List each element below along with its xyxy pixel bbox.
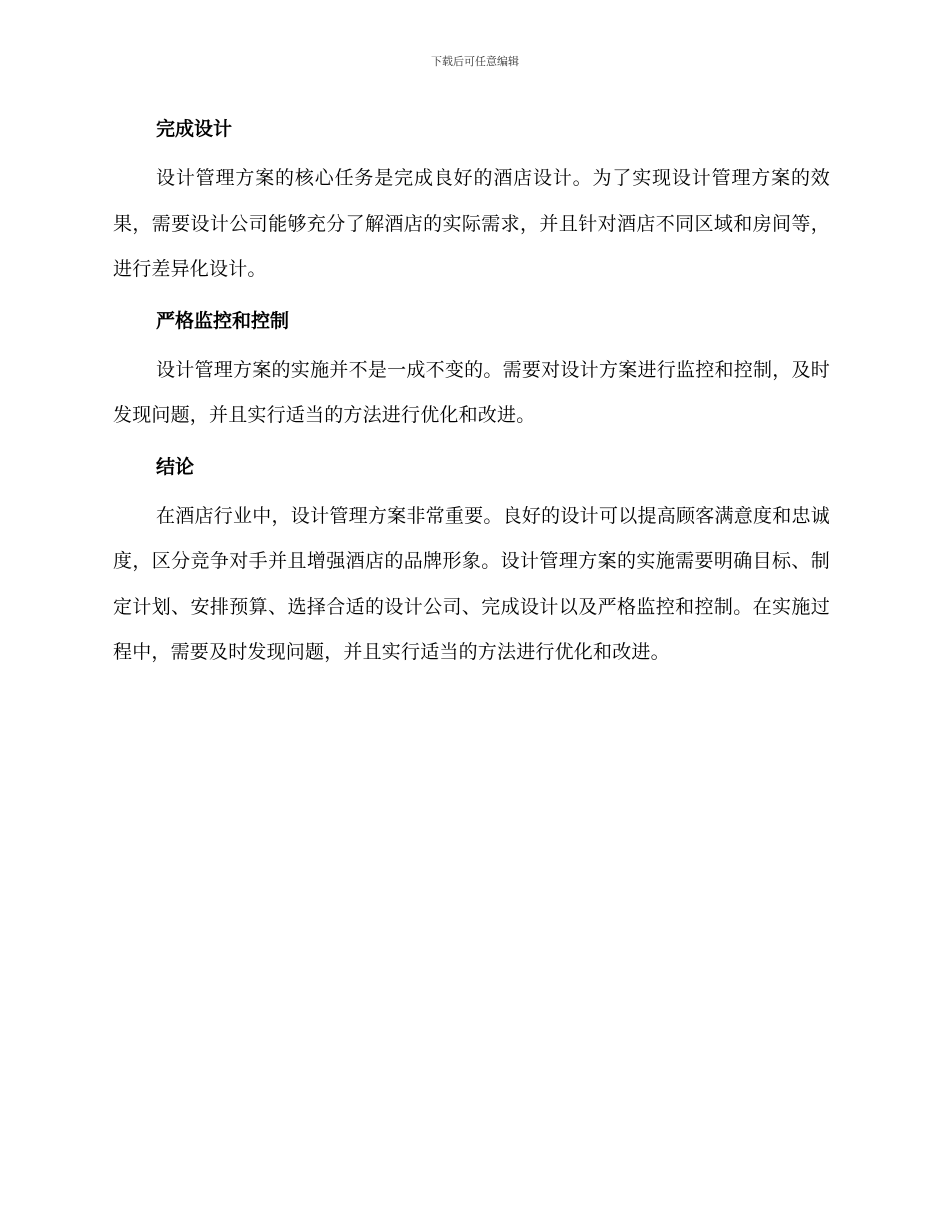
document-body (113, 110, 830, 685)
section-heading-monitoring-control: 严格监控和控制 (156, 309, 290, 332)
section-paragraph-monitoring-control: 设计管理方案的实施并不是一成不变的。需要对设计方案进行监控和控制，及时发现问题，并且实行适当的方法进行优化和改进。 (113, 358, 830, 426)
section-heading-conclusion: 结论 (156, 455, 195, 478)
section-heading-complete-design: 完成设计 (156, 118, 233, 140)
page-header-note: 下载后可任意编辑 (431, 55, 519, 68)
section-paragraph-complete-design: 设计管理方案的核心任务是完成良好的酒店设计。为了实现设计管理方案的效果，需要设计公司能够充分了解酒店的实际需求，并且针对酒店不同区域和房间等，进行差异化设计。 (113, 167, 830, 280)
section-paragraph-conclusion: 在酒店行业中，设计管理方案非常重要。良好的设计可以提高顾客满意度和忠诚度，区分竞争对手并且增强酒店的品牌形象。设计管理方案的实施需要明确目标、制定计划、安排预算、选择合适的设计公司、完成设计以及严格监控和控制。在实施过程中，需要及时发现问题，并且实行适当的方法进行优化和改进。 (113, 504, 830, 663)
